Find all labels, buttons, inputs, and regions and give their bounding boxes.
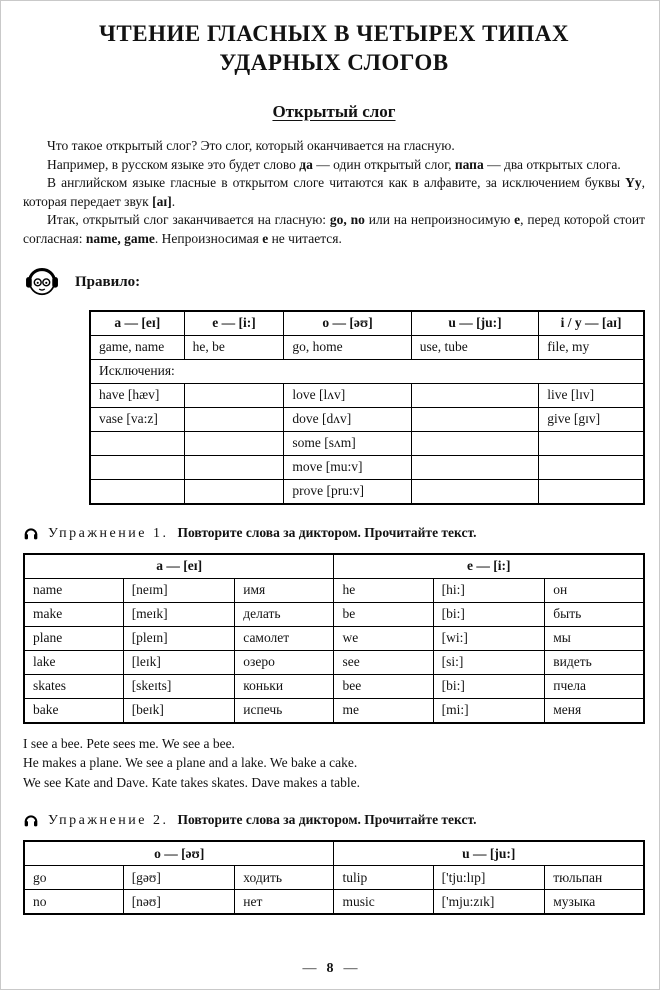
table-cell: [skeɪts] (123, 674, 235, 698)
table-cell (539, 431, 644, 455)
table-cell: пчела (545, 674, 644, 698)
exceptions-label-cell: Исключения: (90, 359, 644, 383)
table-cell: lake (24, 650, 123, 674)
table-cell: быть (545, 602, 644, 626)
table-cell: plane (24, 626, 123, 650)
table-cell: [nəʊ] (123, 890, 235, 915)
table-cell: bee (334, 674, 433, 698)
table-cell: ходить (235, 866, 334, 890)
exercise2-table-header: u — [ju:] (334, 841, 644, 866)
page-title-line2: УДАРНЫХ СЛОГОВ (219, 50, 449, 76)
table-cell (539, 479, 644, 504)
table-row (24, 650, 644, 674)
rule-table-header: a — [eɪ] (90, 311, 184, 336)
table-cell (184, 407, 284, 431)
table-cell: ['tju:lɪp] (433, 866, 545, 890)
table-cell: [gəʊ] (123, 866, 235, 890)
exercise1-reading-text (23, 734, 645, 793)
table-cell: game, name (90, 335, 184, 359)
exercise2-label: Упражнение 2. (48, 813, 169, 829)
table-row (24, 674, 644, 698)
page-number: 8 (326, 961, 334, 976)
listening-character-icon (23, 261, 61, 304)
reading-line: He makes a plane. We see a plane and a lake. We bake a cake. (23, 755, 358, 771)
table-cell: see (334, 650, 433, 674)
table-row (24, 866, 644, 890)
rule-table-examples-row (90, 335, 644, 359)
exercise2-table-header-row (24, 841, 644, 866)
table-cell: give [gɪv] (539, 407, 644, 431)
table-row (90, 455, 644, 479)
table-cell: some [sʌm] (284, 431, 411, 455)
table-cell: prove [pru:v] (284, 479, 411, 504)
table-cell: he (334, 578, 433, 602)
exercise1-header (23, 525, 645, 546)
table-cell: ['mju:zɪk] (433, 890, 545, 915)
table-cell: live [lɪv] (539, 383, 644, 407)
table-cell: skates (24, 674, 123, 698)
table-row (24, 698, 644, 723)
page-title (23, 19, 645, 78)
table-row (24, 626, 644, 650)
table-cell: тюльпан (545, 866, 644, 890)
table-cell: [mi:] (433, 698, 545, 723)
section-heading-text: Открытый слог (272, 101, 396, 121)
exercise1-table-header: a — [eɪ] (24, 554, 334, 579)
table-cell (90, 431, 184, 455)
table-cell (184, 479, 284, 504)
table-cell: музыка (545, 890, 644, 915)
exercise2-table-header: o — [əʊ] (24, 841, 334, 866)
table-row (90, 431, 644, 455)
table-cell: [meɪk] (123, 602, 235, 626)
intro-paragraph-3: В английском языке гласные в открытом слоге читаются как в алфавите, за исключением буквы Yy, которая передает звук [aɪ]. (23, 175, 645, 209)
reading-line: We see Kate and Dave. Kate takes skates. Dave makes a table. (23, 774, 361, 790)
table-cell: нет (235, 890, 334, 915)
rule-table-header: o — [əʊ] (284, 311, 411, 336)
table-cell: видеть (545, 650, 644, 674)
table-cell: [beɪk] (123, 698, 235, 723)
table-cell (90, 479, 184, 504)
exercise2-table (23, 840, 645, 915)
intro-paragraph-4: Итак, открытый слог заканчивается на гласную: go, no или на непроизносимую e, перед которой стоит согласная: name, game. Непроизносимая e не читается. (23, 212, 645, 246)
table-cell: испечь (235, 698, 334, 723)
exercise2-instruction: Повторите слова за диктором. Прочитайте текст. (177, 812, 477, 828)
footer-dash: — (343, 961, 358, 976)
rule-table-exceptions-row (90, 359, 644, 383)
exercise1-table-header: e — [i:] (334, 554, 644, 579)
table-row (90, 479, 644, 504)
exercise1-table-header-row (24, 554, 644, 579)
rule-table-header: i / y — [aɪ] (539, 311, 644, 336)
table-cell: go (24, 866, 123, 890)
exercise1-instruction: Повторите слова за диктором. Прочитайте текст. (177, 524, 477, 540)
table-cell: tulip (334, 866, 433, 890)
section-heading (23, 102, 645, 122)
table-cell: [bi:] (433, 602, 545, 626)
rule-table-header-row (90, 311, 644, 336)
table-cell: [pleɪn] (123, 626, 235, 650)
table-row (24, 890, 644, 915)
table-cell: have [hæv] (90, 383, 184, 407)
page-title-line1: ЧТЕНИЕ ГЛАСНЫХ В ЧЕТЫРЕХ ТИПАХ (99, 21, 569, 46)
table-cell (411, 431, 538, 455)
table-cell: коньки (235, 674, 334, 698)
table-cell: no (24, 890, 123, 915)
table-cell (90, 455, 184, 479)
page-footer (1, 961, 659, 977)
table-cell: самолет (235, 626, 334, 650)
exercise2-header (23, 812, 645, 833)
table-cell: bake (24, 698, 123, 723)
rule-table (89, 310, 645, 505)
table-cell (539, 455, 644, 479)
table-cell: be (334, 602, 433, 626)
headphones-icon (23, 525, 39, 546)
table-cell: [neɪm] (123, 578, 235, 602)
reading-line: I see a bee. Pete sees me. We see a bee. (23, 735, 235, 751)
table-cell (184, 383, 284, 407)
table-cell: go, home (284, 335, 411, 359)
table-cell: он (545, 578, 644, 602)
table-cell: [wi:] (433, 626, 545, 650)
table-cell: имя (235, 578, 334, 602)
table-cell: [bi:] (433, 674, 545, 698)
table-cell: move [mu:v] (284, 455, 411, 479)
table-cell: [leɪk] (123, 650, 235, 674)
intro-paragraph-2: Например, в русском языке это будет слово да — один открытый слог, папа — два открытых слога. (47, 156, 621, 172)
table-cell (411, 407, 538, 431)
table-cell: use, tube (411, 335, 538, 359)
table-cell (411, 455, 538, 479)
intro-paragraph-1: Что такое открытый слог? Это слог, который оканчивается на гласную. (47, 137, 455, 153)
table-cell: name (24, 578, 123, 602)
table-cell (184, 431, 284, 455)
headphones-icon (23, 812, 39, 833)
table-cell (411, 479, 538, 504)
table-cell: vase [va:z] (90, 407, 184, 431)
exercise1-label: Упражнение 1. (48, 525, 169, 541)
table-cell: we (334, 626, 433, 650)
rule-label: Правило: (75, 273, 141, 290)
footer-dash: — (302, 961, 317, 976)
table-cell: file, my (539, 335, 644, 359)
table-cell (411, 383, 538, 407)
table-cell: меня (545, 698, 644, 723)
table-cell: [si:] (433, 650, 545, 674)
rule-header (23, 261, 645, 304)
table-row (24, 602, 644, 626)
table-cell: [hi:] (433, 578, 545, 602)
rule-table-header: e — [i:] (184, 311, 284, 336)
table-cell: he, be (184, 335, 284, 359)
exercise1-table (23, 553, 645, 724)
table-cell: music (334, 890, 433, 915)
table-row (90, 407, 644, 431)
table-cell: make (24, 602, 123, 626)
table-cell (184, 455, 284, 479)
table-cell: озеро (235, 650, 334, 674)
table-cell: мы (545, 626, 644, 650)
table-row (24, 578, 644, 602)
rule-table-header: u — [ju:] (411, 311, 538, 336)
table-cell: love [lʌv] (284, 383, 411, 407)
table-cell: dove [dʌv] (284, 407, 411, 431)
table-cell: me (334, 698, 433, 723)
table-cell: делать (235, 602, 334, 626)
table-row (90, 383, 644, 407)
